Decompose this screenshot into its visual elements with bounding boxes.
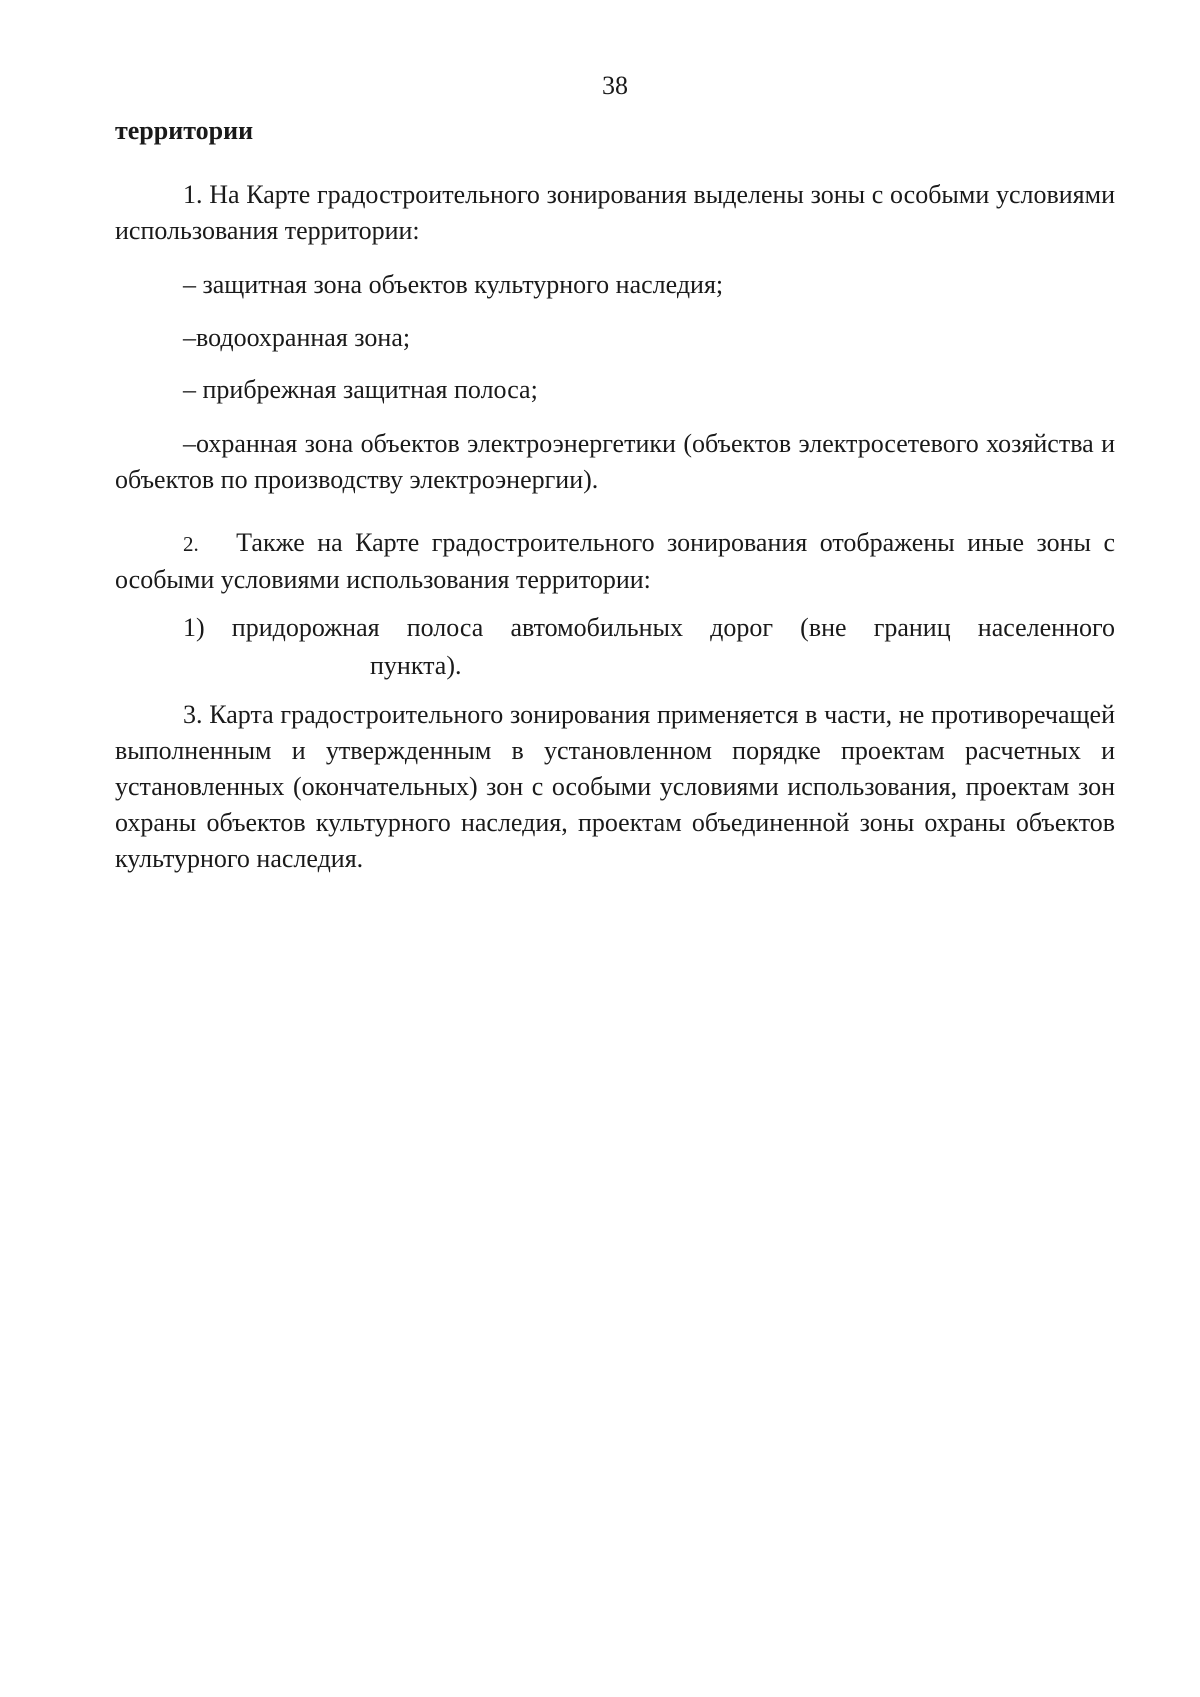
subitem-1-line-2: пункта).	[370, 651, 462, 680]
paragraph-2-number: 2.	[183, 532, 199, 556]
paragraph-3: 3. Карта градостроительного зонирования применяется в части, не противоречащей выполненным и утвержденным в установленном порядке проектам расчетных и установленных (окончательных) зон с особыми условиями использования, проектам зон охраны объектов культурного наследия, проектам объединенной зоны охраны объектов культурного наследия.	[115, 700, 1115, 873]
paragraph-2	[115, 525, 1115, 598]
page-number: 38	[602, 71, 628, 100]
list-item-power-zone: –охранная зона объектов электроэнергетики (объектов электросетевого хозяйства и объектов по производству электроэнергии).	[115, 429, 1115, 494]
list-item-coastal-strip: – прибрежная защитная полоса;	[183, 375, 538, 404]
list-item-protective-zone: – защитная зона объектов культурного наследия;	[183, 270, 724, 299]
subitem-1-line-1: 1) придорожная полоса автомобильных дорог (вне границ населенного	[183, 613, 1115, 642]
paragraph-1: 1. На Карте градостроительного зонирования выделены зоны с особыми условиями использования территории:	[115, 180, 1115, 245]
paragraph-2-text: Также на Карте градостроительного зонирования отображены иные зоны с особыми условиями использования территории:	[115, 528, 1116, 594]
list-item-water-protection-zone: –водоохранная зона;	[183, 323, 411, 352]
section-heading-fragment: территории	[115, 116, 254, 145]
